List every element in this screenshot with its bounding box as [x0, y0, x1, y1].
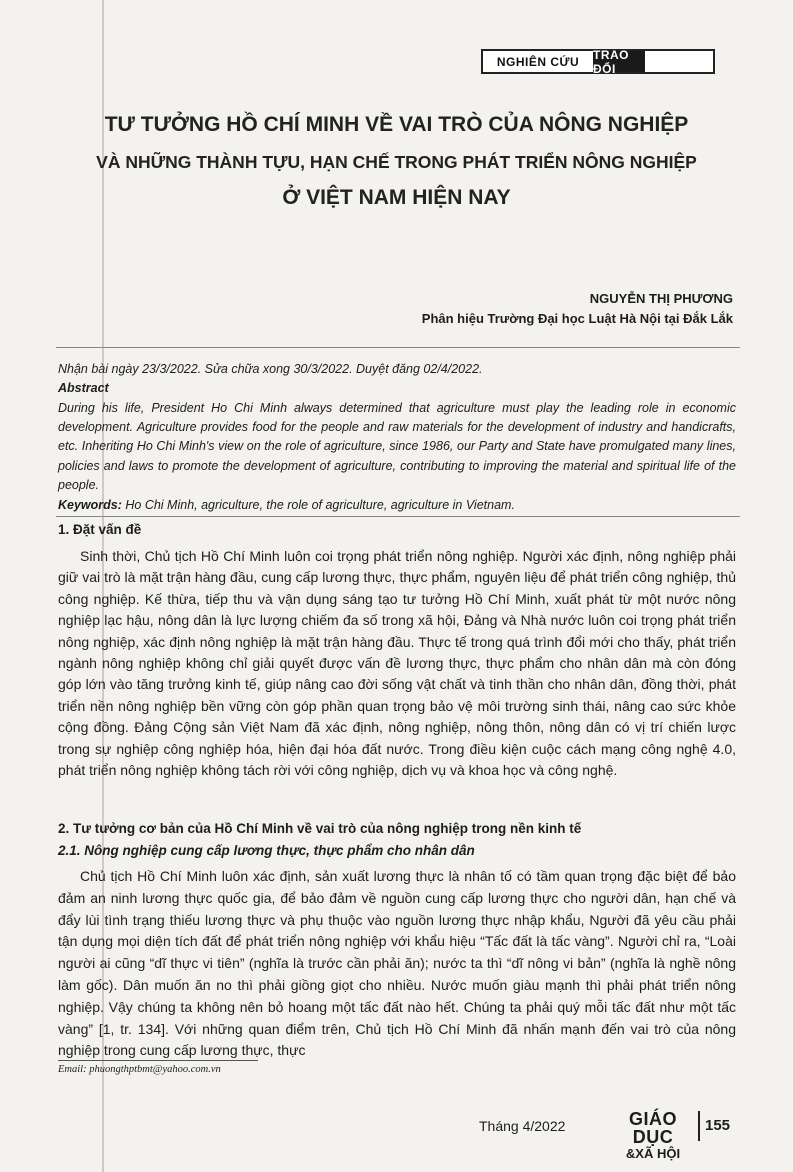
- issue-date: Tháng 4/2022: [479, 1118, 566, 1134]
- section-1-heading: 1. Đặt vấn đề: [58, 522, 142, 537]
- author-affiliation: Phân hiệu Trường Đại học Luật Hà Nội tại Đắk Lắk: [421, 311, 733, 326]
- abstract-heading: Abstract: [58, 381, 109, 395]
- keywords-label: Keywords:: [58, 498, 122, 512]
- section-tag-left: NGHIÊN CỨU: [496, 54, 580, 69]
- article-title-line-1: TƯ TƯỞNG HỒ CHÍ MINH VỀ VAI TRÒ CỦA NÔNG NGHIỆP: [104, 113, 689, 136]
- author-name: NGUYỄN THỊ PHƯƠNG: [589, 291, 733, 306]
- section-tag: [481, 49, 715, 74]
- divider-keywords: [56, 516, 740, 517]
- section-2-1-heading: 2.1. Nông nghiệp cung cấp lương thực, thực phẩm cho nhân dân: [58, 843, 475, 858]
- keywords-text: Ho Chi Minh, agriculture, the role of agriculture, agriculture in Vietnam.: [121, 498, 515, 512]
- abstract-text: During his life, President Ho Chi Minh always determined that agriculture must play the leading role in economic development. Agriculture provides food for the people and raw materials for the development of industry and handicrafts, etc. Inheriting Ho Chi Minh's view on the role of agriculture, since 1986, our Party and State have promulgated many lines, policies and laws to promote the development of agriculture, contributing to improving the material and spiritual life of the people.: [58, 401, 736, 492]
- page-number: 155: [705, 1117, 731, 1134]
- footer-separator: [698, 1111, 700, 1141]
- journal-logo-line-2: &XÃ HỘI: [625, 1146, 681, 1161]
- section-1-paragraph: Sinh thời, Chủ tịch Hồ Chí Minh luôn coi trọng phát triển nông nghiệp. Người xác định, nông nghiệp phải giữ vai trò là mặt trận hàng đầu, cung cấp lương thực, thực phẩm, nguyên liệu để phát triển công nghiệp, thủ công nghiệp. Kế thừa, tiếp thu và vận dụng sáng tạo tư tưởng Hồ Chí Minh, xuất phát từ một nước nông nghiệp lạc hậu, nông dân là lực lượng chiếm đa số trong xã hội, Đảng và Nhà nước luôn coi trọng phát triển nông nghiệp, xác định nông nghiệp là mặt trận hàng đầu. Thực tế trong quá trình đổi mới cho thấy, phát triển ngành nông nghiệp không chỉ giải quyết được vấn đề lương thực, thực phẩm cho nhân dân mà còn đóng góp lớn vào tăng trưởng kinh tế, giúp nâng cao đời sống vật chất và tinh thần cho nhân dân, đồng thời, phát triển nền nông nghiệp bền vững còn góp phần quan trọng bảo vệ môi trường sinh thái, nâng cao sức khỏe cộng đồng. Đảng Cộng sản Việt Nam đã xác định, nông nghiệp, nông thôn, nông dân có vị trí chiến lược trong sự nghiệp công nghiệp hóa, hiện đại hóa đất nước. Trong điều kiện cuộc cách mạng công nghệ 4.0, phát triển nông nghiệp không tách rời với công nghiệp, dịch vụ và khoa học và công nghệ.: [58, 548, 736, 779]
- footnote-rule: [58, 1060, 258, 1061]
- article-title-line-2: VÀ NHỮNG THÀNH TỰU, HẠN CHẾ TRONG PHÁT TRIỂN NÔNG NGHIỆP: [96, 152, 697, 172]
- article-title-line-3: Ở VIỆT NAM HIỆN NAY: [282, 186, 511, 209]
- section-2-1-paragraph: Chủ tịch Hồ Chí Minh luôn xác định, sản xuất lương thực là nhân tố có tầm quan trọng đặc biệt để bảo đảm an ninh lương thực quốc gia, để bảo đảm về nguồn cung cấp lương thực cho người dân, hạn chế và đẩy lùi tình trạng thiếu lương thực và phụ thuộc vào nguồn lương thực nhập khẩu, Người đã yêu cầu phải tận dụng mọi diện tích đất để phát triển nông nghiệp với khẩu hiệu “Tấc đất là tấc vàng”. Người chỉ ra, “Loài người ai cũng “dĩ thực vi tiên” (nghĩa là trước cần phải ăn); nước ta thì “dĩ nông vi bản” (nghĩa là nghề nông làm gốc). Dân muốn ăn no thì phải giồng giọt cho nhiều. Nước muốn giàu mạnh thì phải phát triển nông nghiệp. Vậy chúng ta không nên bỏ hoang một tấc đất nào hết. Chúng ta phải quý mỗi tấc đất như một tấc vàng” [1, tr. 134]. Với những quan điểm trên, Chủ tịch Hồ Chí Minh đã nhấn mạnh đến vai trò của nông nghiệp trong cung cấp lương thực, thực: [58, 868, 736, 1059]
- keywords: [58, 498, 738, 512]
- author-email: Email: phuongthptbmt@yahoo.com.vn: [58, 1064, 221, 1075]
- received-dates: Nhận bài ngày 23/3/2022. Sửa chữa xong 30/3/2022. Duyệt đăng 02/4/2022.: [58, 362, 483, 376]
- section-2-heading: 2. Tư tưởng cơ bản của Hồ Chí Minh về vai trò của nông nghiệp trong nền kinh tế: [58, 821, 582, 836]
- journal-logo: [610, 1110, 696, 1162]
- section-tag-right: TRAO ĐỔI: [593, 51, 645, 72]
- divider-top: [56, 347, 740, 348]
- journal-logo-line-1: GIÁO DỤC: [628, 1109, 677, 1147]
